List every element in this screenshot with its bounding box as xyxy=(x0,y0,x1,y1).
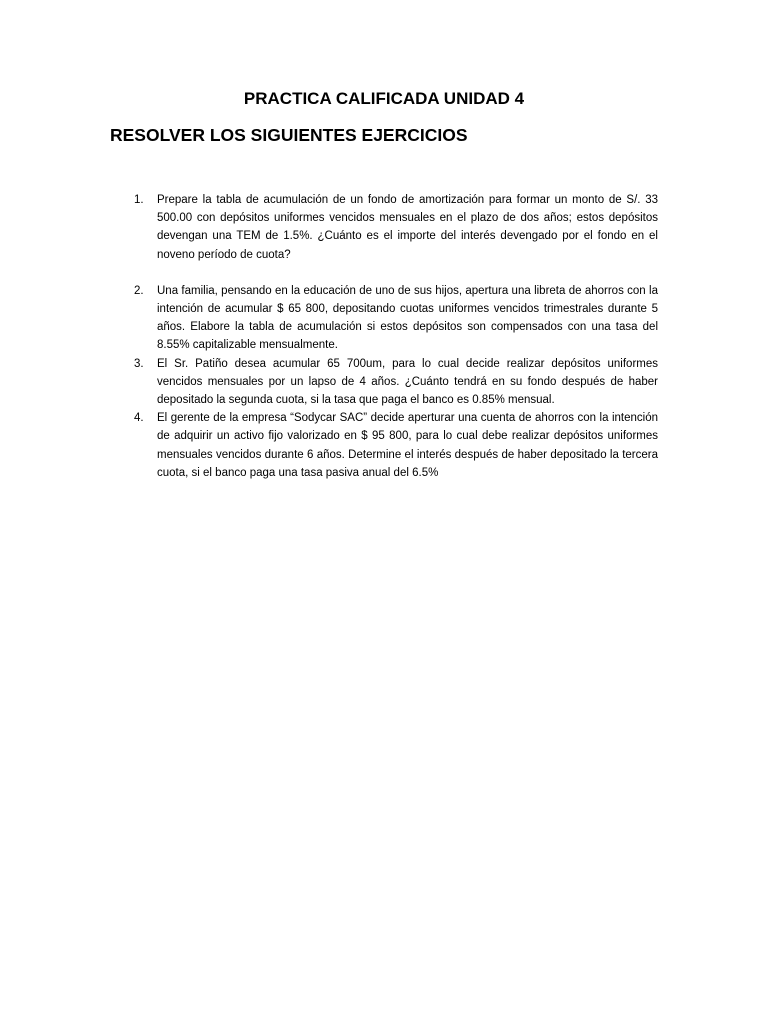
exercise-item xyxy=(132,191,658,264)
exercise-number: 4. xyxy=(134,412,144,425)
exercise-text: Prepare la tabla de acumulación de un fondo de amortización para formar un monto de S/. 33 500.00 con depósitos uniformes vencidos mensuales en el plazo de dos años; estos depósitos devengan una TEM de 1.5%. ¿Cuánto es el importe del interés devengado por el fondo en el noveno período de cuota? xyxy=(157,194,658,261)
exercise-number: 2. xyxy=(134,284,144,297)
page-title: PRACTICA CALIFICADA UNIDAD 4 xyxy=(243,89,525,108)
exercise-item xyxy=(132,355,658,410)
exercise-number: 1. xyxy=(134,194,144,206)
exercise-list xyxy=(132,191,658,482)
exercise-text: El Sr. Patiño desea acumular 65 700um, para lo cual decide realizar depósitos uniformes vencidos mensuales por un lapso de 4 años. ¿Cuánto tendrá en su fondo después de haber depositado la segunda cuota, si la tasa que paga el banco es 0.85% mensual. xyxy=(157,357,658,407)
exercise-text: El gerente de la empresa “Sodycar SAC” decide aperturar una cuenta de ahorros con la intención de adquirir un activo fijo valorizado en $ 95 800, para lo cual debe realizar depósitos uniformes mensuales vencidos durante 6 años. Determine el interés después de haber depositado la tercera cuota, si el banco paga una tasa pasiva anual del 6.5% xyxy=(157,412,658,479)
exercise-item xyxy=(132,282,658,355)
exercise-text: Una familia, pensando en la educación de uno de sus hijos, apertura una libreta de ahorros con la intención de acumular $ 65 800, depositando cuotas uniformes vencidos trimestrales durante 5 años. Elabore la tabla de acumulación si estos depósitos son compensados con una tasa del 8.55% capitalizable mensualmente. xyxy=(157,284,658,352)
exercise-number: 3. xyxy=(134,357,144,370)
page-subtitle: RESOLVER LOS SIGUIENTES EJERCICIOS xyxy=(110,125,468,145)
exercise-item xyxy=(132,409,658,482)
